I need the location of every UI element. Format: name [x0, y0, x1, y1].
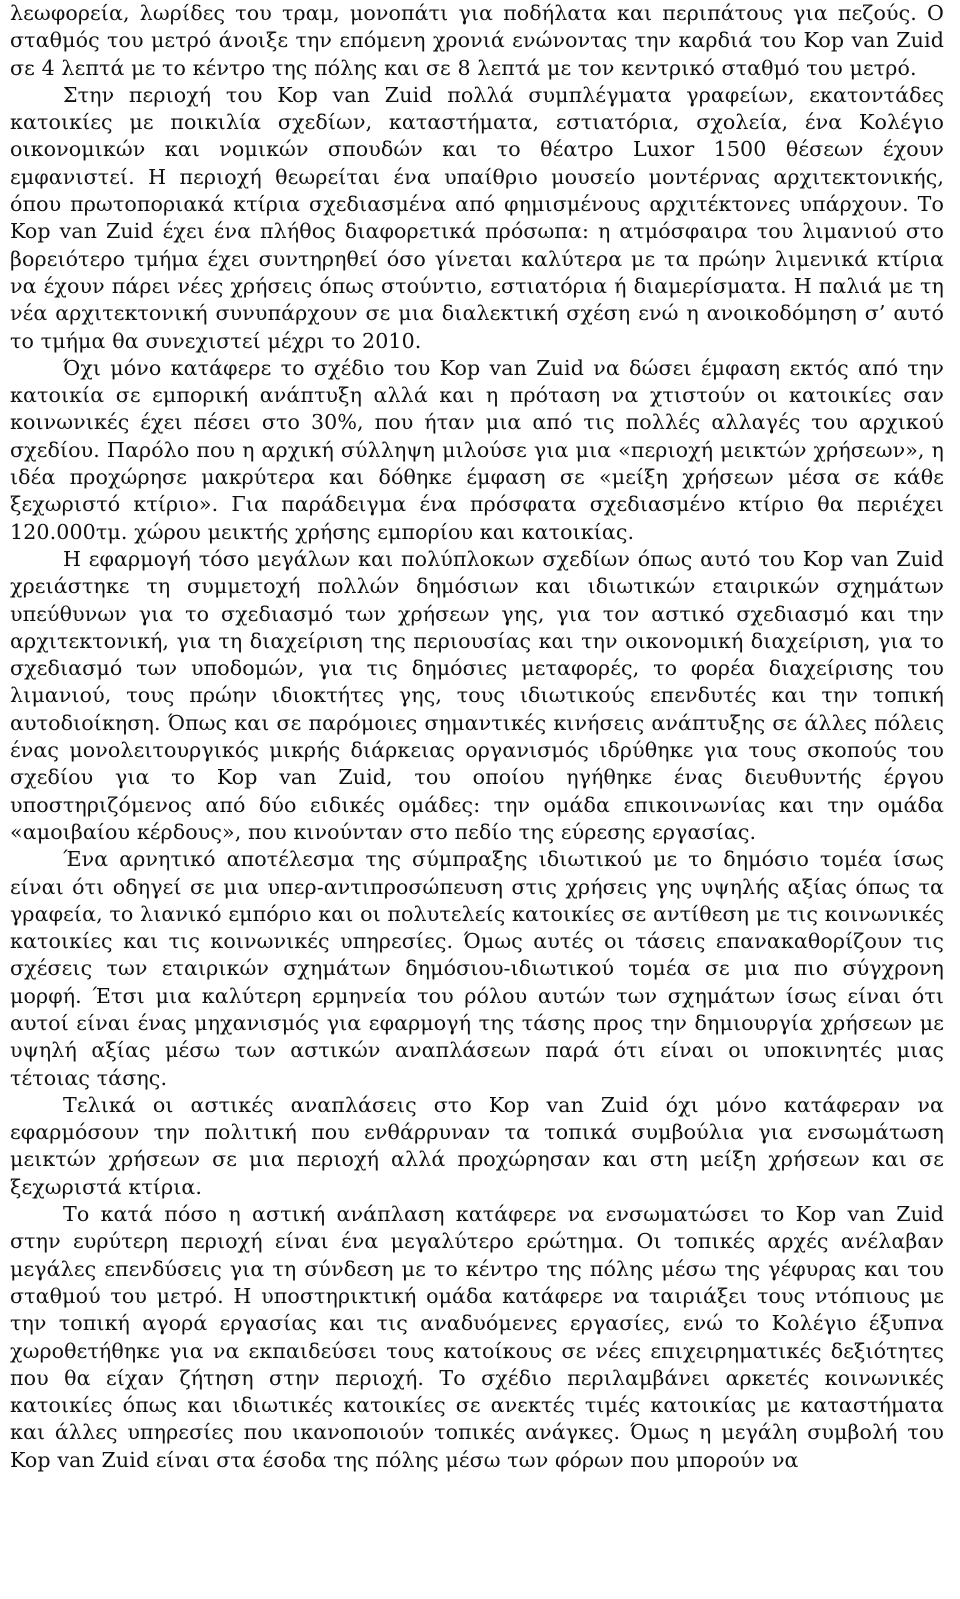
paragraph-public-private-partnership: Ένα αρνητικό αποτέλεσμα της σύμπραξης ιδιωτικού με το δημόσιο τομέα ίσως είναι ότι οδηγεί σε μια υπερ-αντιπροσώπευση στις χρήσεις γης υψηλής αξίας όπως τα γραφεία, το λιανικό εμπόριο και οι πολυτελείς κατοικίες σε αντίθεση με τις κοινωνικές κατοικίες και τις κοινωνικές υπηρεσίες. Όμως αυτές οι τάσεις επανακαθορίζουν τις σχέσεις των εταιρικών σχημάτων δημόσιου-ιδιωτικού τομέα σε μια πιο σύγχρονη μορφή. Έτσι μια καλύτερη ερμηνεία του ρόλου αυτών των σχημάτων ίσως είναι ότι αυτοί είναι ένας μηχανισμός για εφαρμογή της τάσης προς την δημιουργία χρήσεων με υψηλή αξίας μέσω των αστικών αναπλάσεων παρά ότι είναι οι υποκινητές μιας τέτοιας τάσης.: [10, 847, 944, 1090]
paragraph-mixed-use: Όχι μόνο κατάφερε το σχέδιο του Kop van Zuid να δώσει έμφαση εκτός από την κατοικία σε εμπορική ανάπτυξη αλλά και η πρόταση να χτιστούν οι κατοικίες σαν κοινωνικές έχει πέσει στο 30%, που ήταν μια από τις πολλές αλλαγές του αρχικού σχεδίου. Παρόλο που η αρχική σύλληψη μιλούσε για μια «περιοχή μεικτών χρήσεων», η ιδέα προχώρησε μακρύτερα και δόθηκε έμφαση σε «μείξη χρήσεων μέσα σε κάθε ξεχωριστό κτίριο». Για παράδειγμα ένα πρόσφατα σχεδιασμένο κτίριο θα περιέχει 120.000τμ. χώρου μεικτής χρήσης εμπορίου και κατοικίας.: [10, 355, 944, 544]
paragraph-kop-van-zuid-area: Στην περιοχή του Kop van Zuid πολλά συμπλέγματα γραφείων, εκατοντάδες κατοικίες με ποικιλία σχεδίων, καταστήματα, εστιατόρια, σχολεία, ένα Κολέγιο οικονομικών και νομικών σπουδών και το θέατρο Luxor 1500 θέσεων έχουν εμφανιστεί. Η περιοχή θεωρείται ένα υπαίθριο μουσείο μοντέρνας αρχιτεκτονικής, όπου πρωτοποριακά κτίρια σχεδιασμένα από φημισμένους αρχιτέκτονες υπάρχουν. Το Kop van Zuid έχει ένα πλήθος διαφορετικά πρόσωπα: η ατμόσφαιρα του λιμανιού στο βορειότερο τμήμα έχει συντηρηθεί όσο γίνεται καλύτερα με τα πρώην λιμενικά κτίρια να έχουν πάρει νέες χρήσεις όπως στούντιο, εστιατόρια ή διαμερίσματα. Η παλιά με τη νέα αρχιτεκτονική συνυπάρχουν σε μια διαλεκτική σχέση ενώ η ανοικοδόμηση σ’ αυτό το τμήμα θα συνεχιστεί μέχρι το 2010.: [10, 82, 944, 353]
paragraph-intro-continuation: λεωφορεία, λωρίδες του τραμ, μονοπάτι για ποδήλατα και περιπάτους για πεζούς. Ο σταθμός του μετρό άνοιξε την επόμενη χρονιά ενώνοντας την καρδιά του Kop van Zuid σε 4 λεπτά με το κέντρο της πόλης και σε 8 λεπτά με τον κεντρικό σταθμό του μετρό.: [10, 1, 944, 80]
paragraph-conclusion-mixed-use: Τελικά οι αστικές αναπλάσεις στο Kop van Zuid όχι μόνο κατάφεραν να εφαρμόσουν την πολιτική που ενθάρρυναν τα τοπικά συμβούλια για ενσωμάτωση μεικτών χρήσεων σε μια περιοχή αλλά προχώρησαν και στη μείξη χρήσεων και σε ξεχωριστά κτίρια.: [10, 1092, 944, 1199]
paragraph-implementation: Η εφαρμογή τόσο μεγάλων και πολύπλοκων σχεδίων όπως αυτό του Kop van Zuid χρειάστηκε τη συμμετοχή πολλών δημόσιων και ιδιωτικών εταιρικών σχημάτων υπεύθυνων για το σχεδιασμό των χρήσεων γης, για τον αστικό σχεδιασμό και την αρχιτεκτονική, για τη διαχείριση της περιουσίας και την οικονομική διαχείριση, για το σχεδιασμό των υποδομών, για τις δημόσιες μεταφορές, το φορέα διαχείρισης του λιμανιού, τους πρώην ιδιοκτήτες γης, τους ιδιωτικούς επενδυτές και την τοπική αυτοδιοίκηση. Όπως και σε παρόμοιες σημαντικές κινήσεις ανάπτυξης σε άλλες πόλεις ένας μονολειτουργικός μικρής διάρκειας οργανισμός ιδρύθηκε για τους σκοπούς του σχεδίου για το Kop van Zuid, του οποίου ηγήθηκε ένας διευθυντής έργου υποστηριζόμενος από δύο ειδικές ομάδες: την ομάδα επικοινωνίας και την ομάδα «αμοιβαίου κέρδους», που κινούνταν στο πεδίο της εύρεσης εργασίας.: [10, 546, 944, 844]
paragraph-integration: Το κατά πόσο η αστική ανάπλαση κατάφερε να ενσωματώσει το Kop van Zuid στην ευρύτερη περιοχή είναι ένα μεγαλύτερο ερώτημα. Οι τοπικές αρχές ανέλαβαν μεγάλες επενδύσεις για τη σύνδεση με το κέντρο της πόλης μέσω της γέφυρας και του σταθμού του μετρό. Η υποστηρικτική ομάδα κατάφερε να ταιριάξει τους ντόπιους με την τοπική αγορά εργασίας και τις αναδυόμενες εργασίες, ενώ το Κολέγιο έξυπνα χωροθετήθηκε για να εκπαιδεύσει τους κατοίκους σε νέες επιχειρηματικές δεξιότητες που θα είχαν ζήτηση στην περιοχή. Το σχέδιο περιλαμβάνει αρκετές κοινωνικές κατοικίες όπως και ιδιωτικές κατοικίες σε ανεκτές τιμές κατοικίας με καταστήματα και άλλες υπηρεσίες που ικανοποιούν τοπικές ανάγκες. Όμως η μεγάλη συμβολή του Kop van Zuid είναι στα έσοδα της πόλης μέσω των φόρων που μπορούν να: [10, 1202, 944, 1472]
